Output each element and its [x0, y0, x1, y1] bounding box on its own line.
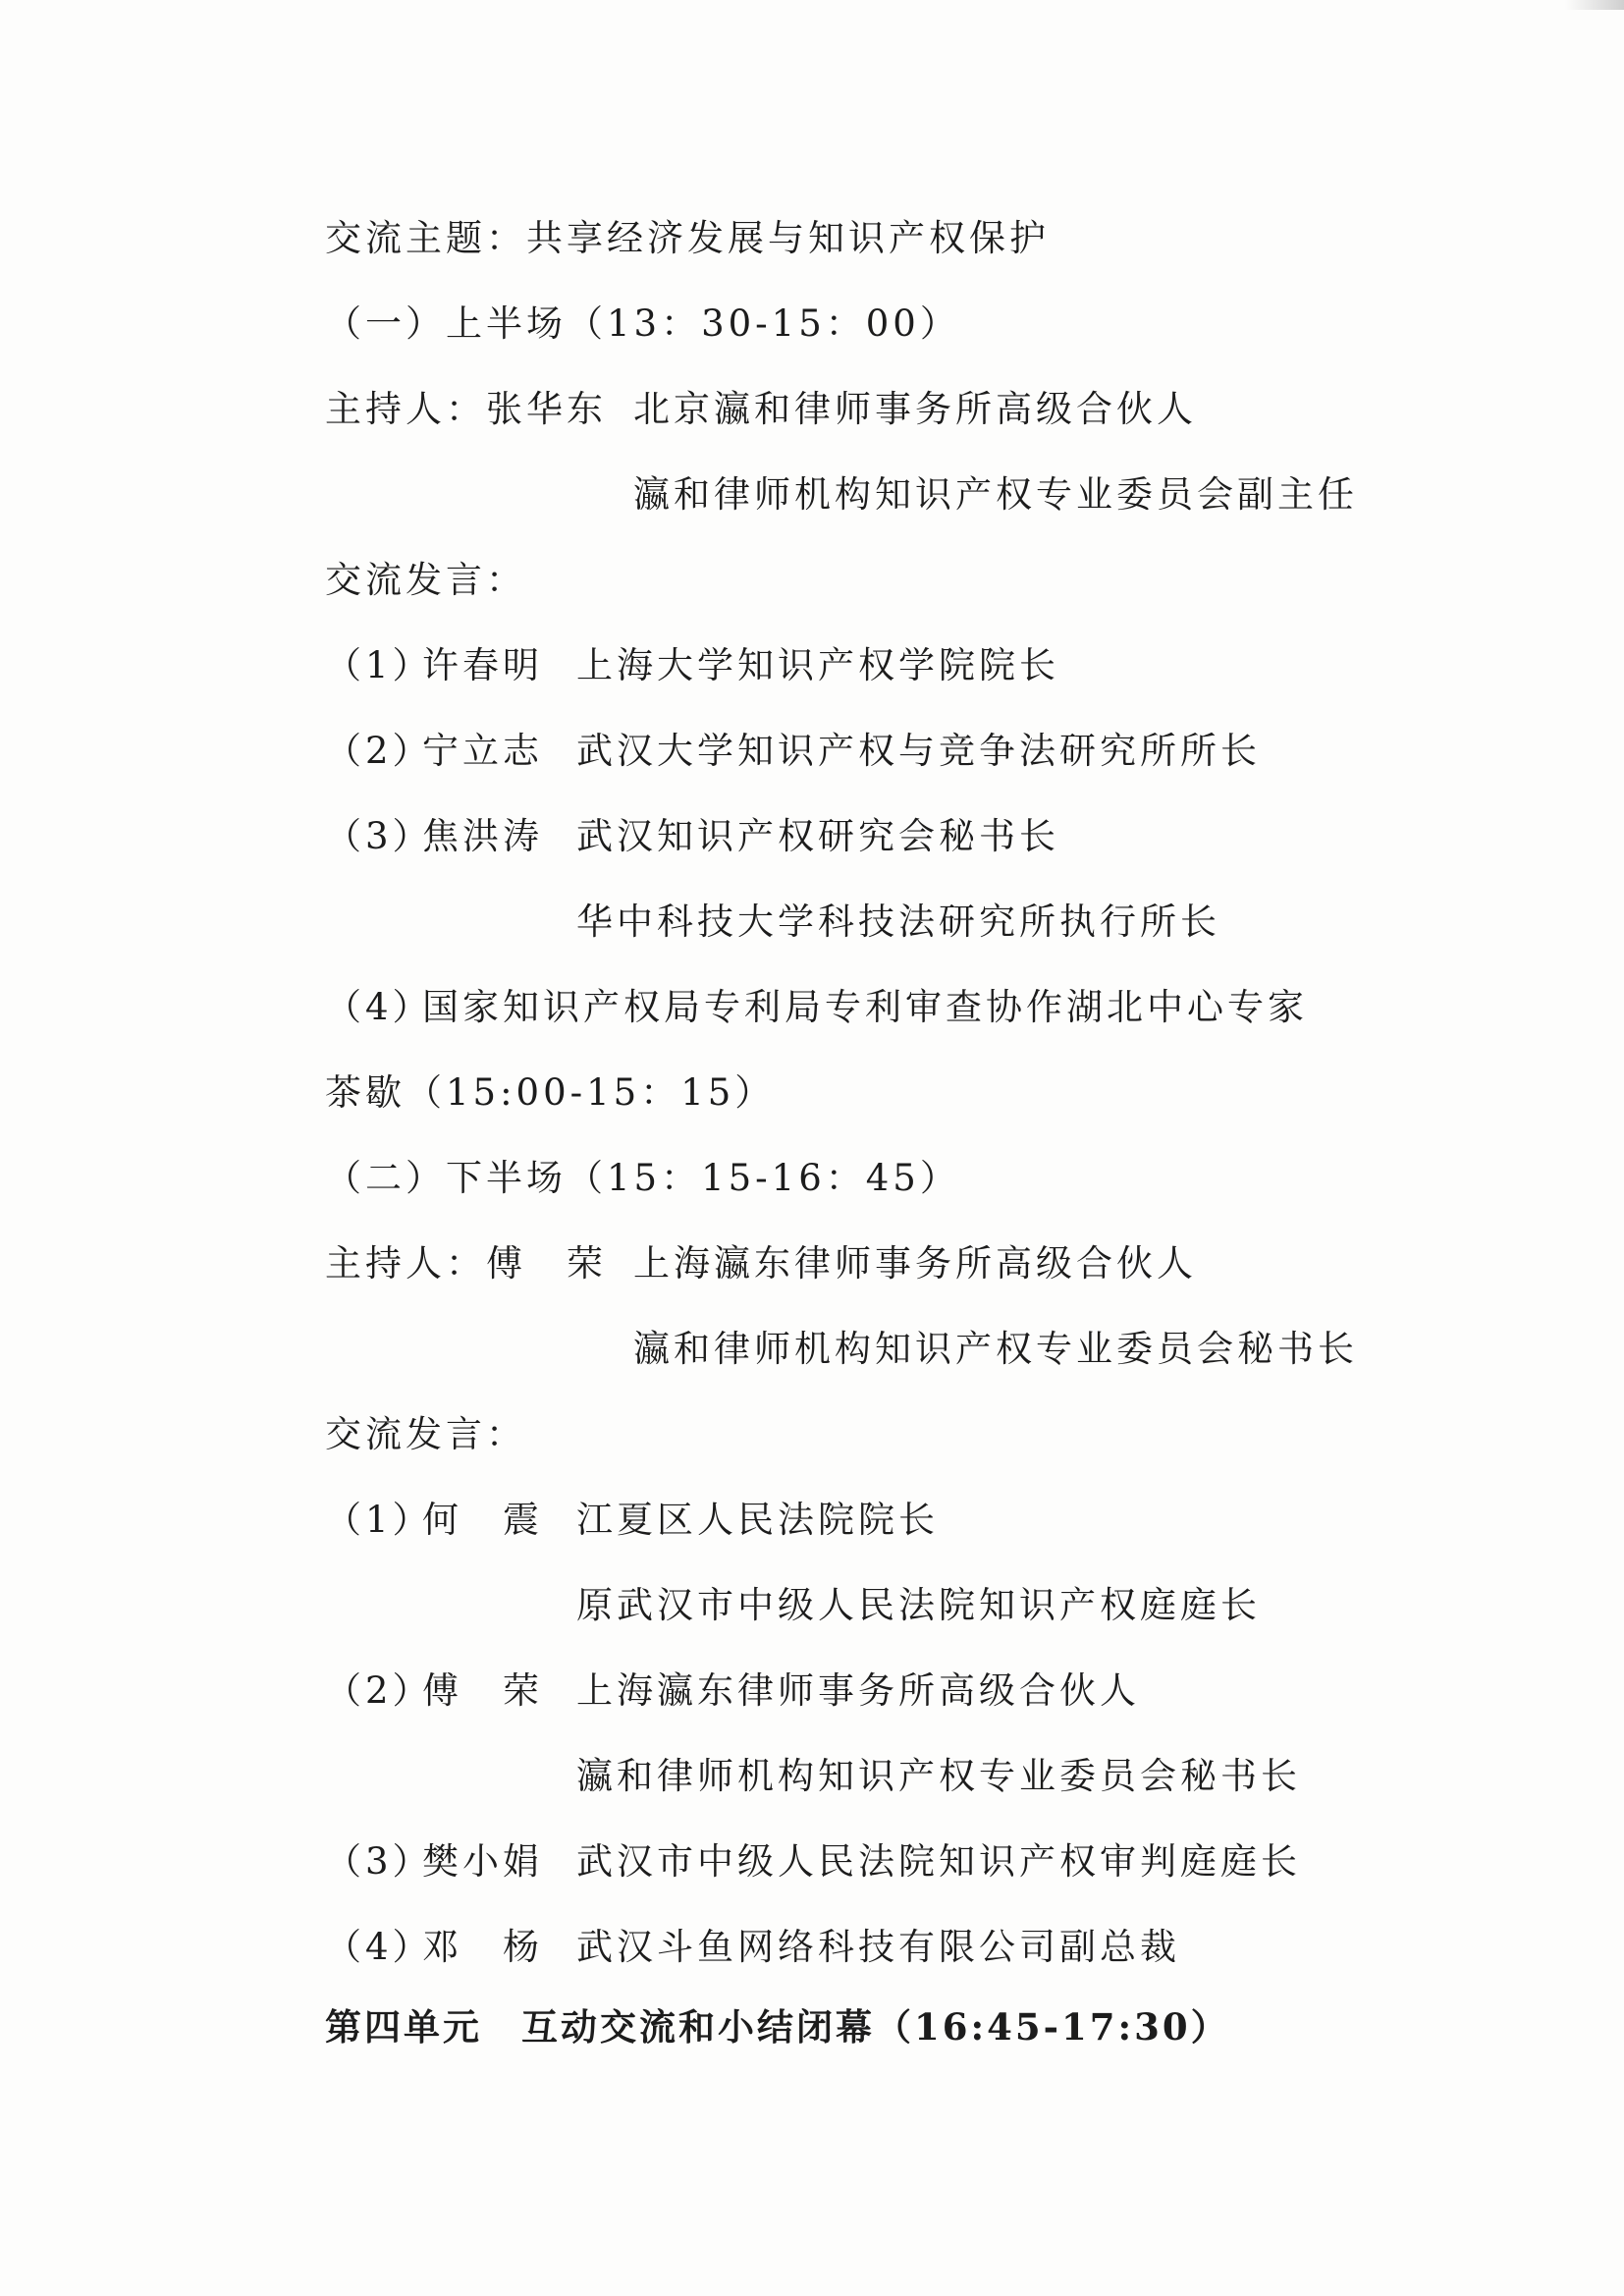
session2-speaker-2-name: 傅 荣 [422, 1669, 543, 1712]
session1-heading: （一）上半场（13：30-15：00） [325, 302, 960, 345]
session1-speaker-1-num: （1） [325, 644, 433, 686]
session2-speeches-label: 交流发言： [325, 1413, 526, 1455]
session2-speaker-3-name: 樊小娟 [422, 1840, 543, 1883]
session1-speeches-label: 交流发言： [325, 559, 526, 601]
session1-host-title-1: 北京瀛和律师事务所高级合伙人 [633, 388, 1197, 430]
session1-speaker-4-num: （4） [325, 986, 433, 1028]
session2-speaker-1-name: 何 震 [422, 1499, 543, 1541]
scan-edge-shadow [1565, 0, 1624, 10]
tea-break: 茶歇（15:00-15：15） [325, 1071, 776, 1114]
unit4-heading: 第四单元 互动交流和小结闭幕（16:45-17:30） [325, 2005, 1230, 2049]
session1-speaker-2-name: 宁立志 [422, 730, 543, 772]
session2-speaker-3-num: （3） [325, 1840, 433, 1883]
session2-speaker-4-name: 邓 杨 [422, 1926, 543, 1968]
session1-speaker-2-num: （2） [325, 730, 433, 772]
session1-speaker-3-name: 焦洪涛 [422, 815, 543, 857]
session2-speaker-2-title-2: 瀛和律师机构知识产权专业委员会秘书长 [576, 1755, 1301, 1797]
session1-host-label: 主持人：张华东 [325, 388, 607, 430]
session2-heading: （二）下半场（15：15-16：45） [325, 1157, 960, 1199]
exchange-theme: 交流主题：共享经济发展与知识产权保护 [325, 217, 1050, 259]
session2-speaker-4-title: 武汉斗鱼网络科技有限公司副总裁 [576, 1926, 1180, 1968]
session2-speaker-1-num: （1） [325, 1499, 433, 1541]
session2-speaker-1-title-1: 江夏区人民法院院长 [576, 1499, 939, 1541]
session2-host-title-2: 瀛和律师机构知识产权专业委员会秘书长 [633, 1328, 1358, 1370]
session1-speaker-4-title: 国家知识产权局专利局专利审查协作湖北中心专家 [422, 986, 1308, 1028]
session1-speaker-1-title: 上海大学知识产权学院院长 [576, 644, 1059, 686]
session1-speaker-1-name: 许春明 [422, 644, 543, 686]
session2-speaker-2-title-1: 上海瀛东律师事务所高级合伙人 [576, 1669, 1140, 1712]
session2-host-title-1: 上海瀛东律师事务所高级合伙人 [633, 1242, 1197, 1285]
session2-speaker-2-num: （2） [325, 1669, 433, 1712]
session2-speaker-3-title: 武汉市中级人民法院知识产权审判庭庭长 [576, 1840, 1301, 1883]
session1-speaker-3-title-2: 华中科技大学科技法研究所执行所长 [576, 901, 1220, 943]
session2-host-label: 主持人：傅 荣 [325, 1242, 607, 1285]
session1-host-title-2: 瀛和律师机构知识产权专业委员会副主任 [633, 473, 1358, 516]
session1-speaker-2-title: 武汉大学知识产权与竞争法研究所所长 [576, 730, 1261, 772]
session2-speaker-1-title-2: 原武汉市中级人民法院知识产权庭庭长 [576, 1584, 1261, 1626]
session1-speaker-3-title-1: 武汉知识产权研究会秘书长 [576, 815, 1059, 857]
session2-speaker-4-num: （4） [325, 1926, 433, 1968]
session1-speaker-3-num: （3） [325, 815, 433, 857]
